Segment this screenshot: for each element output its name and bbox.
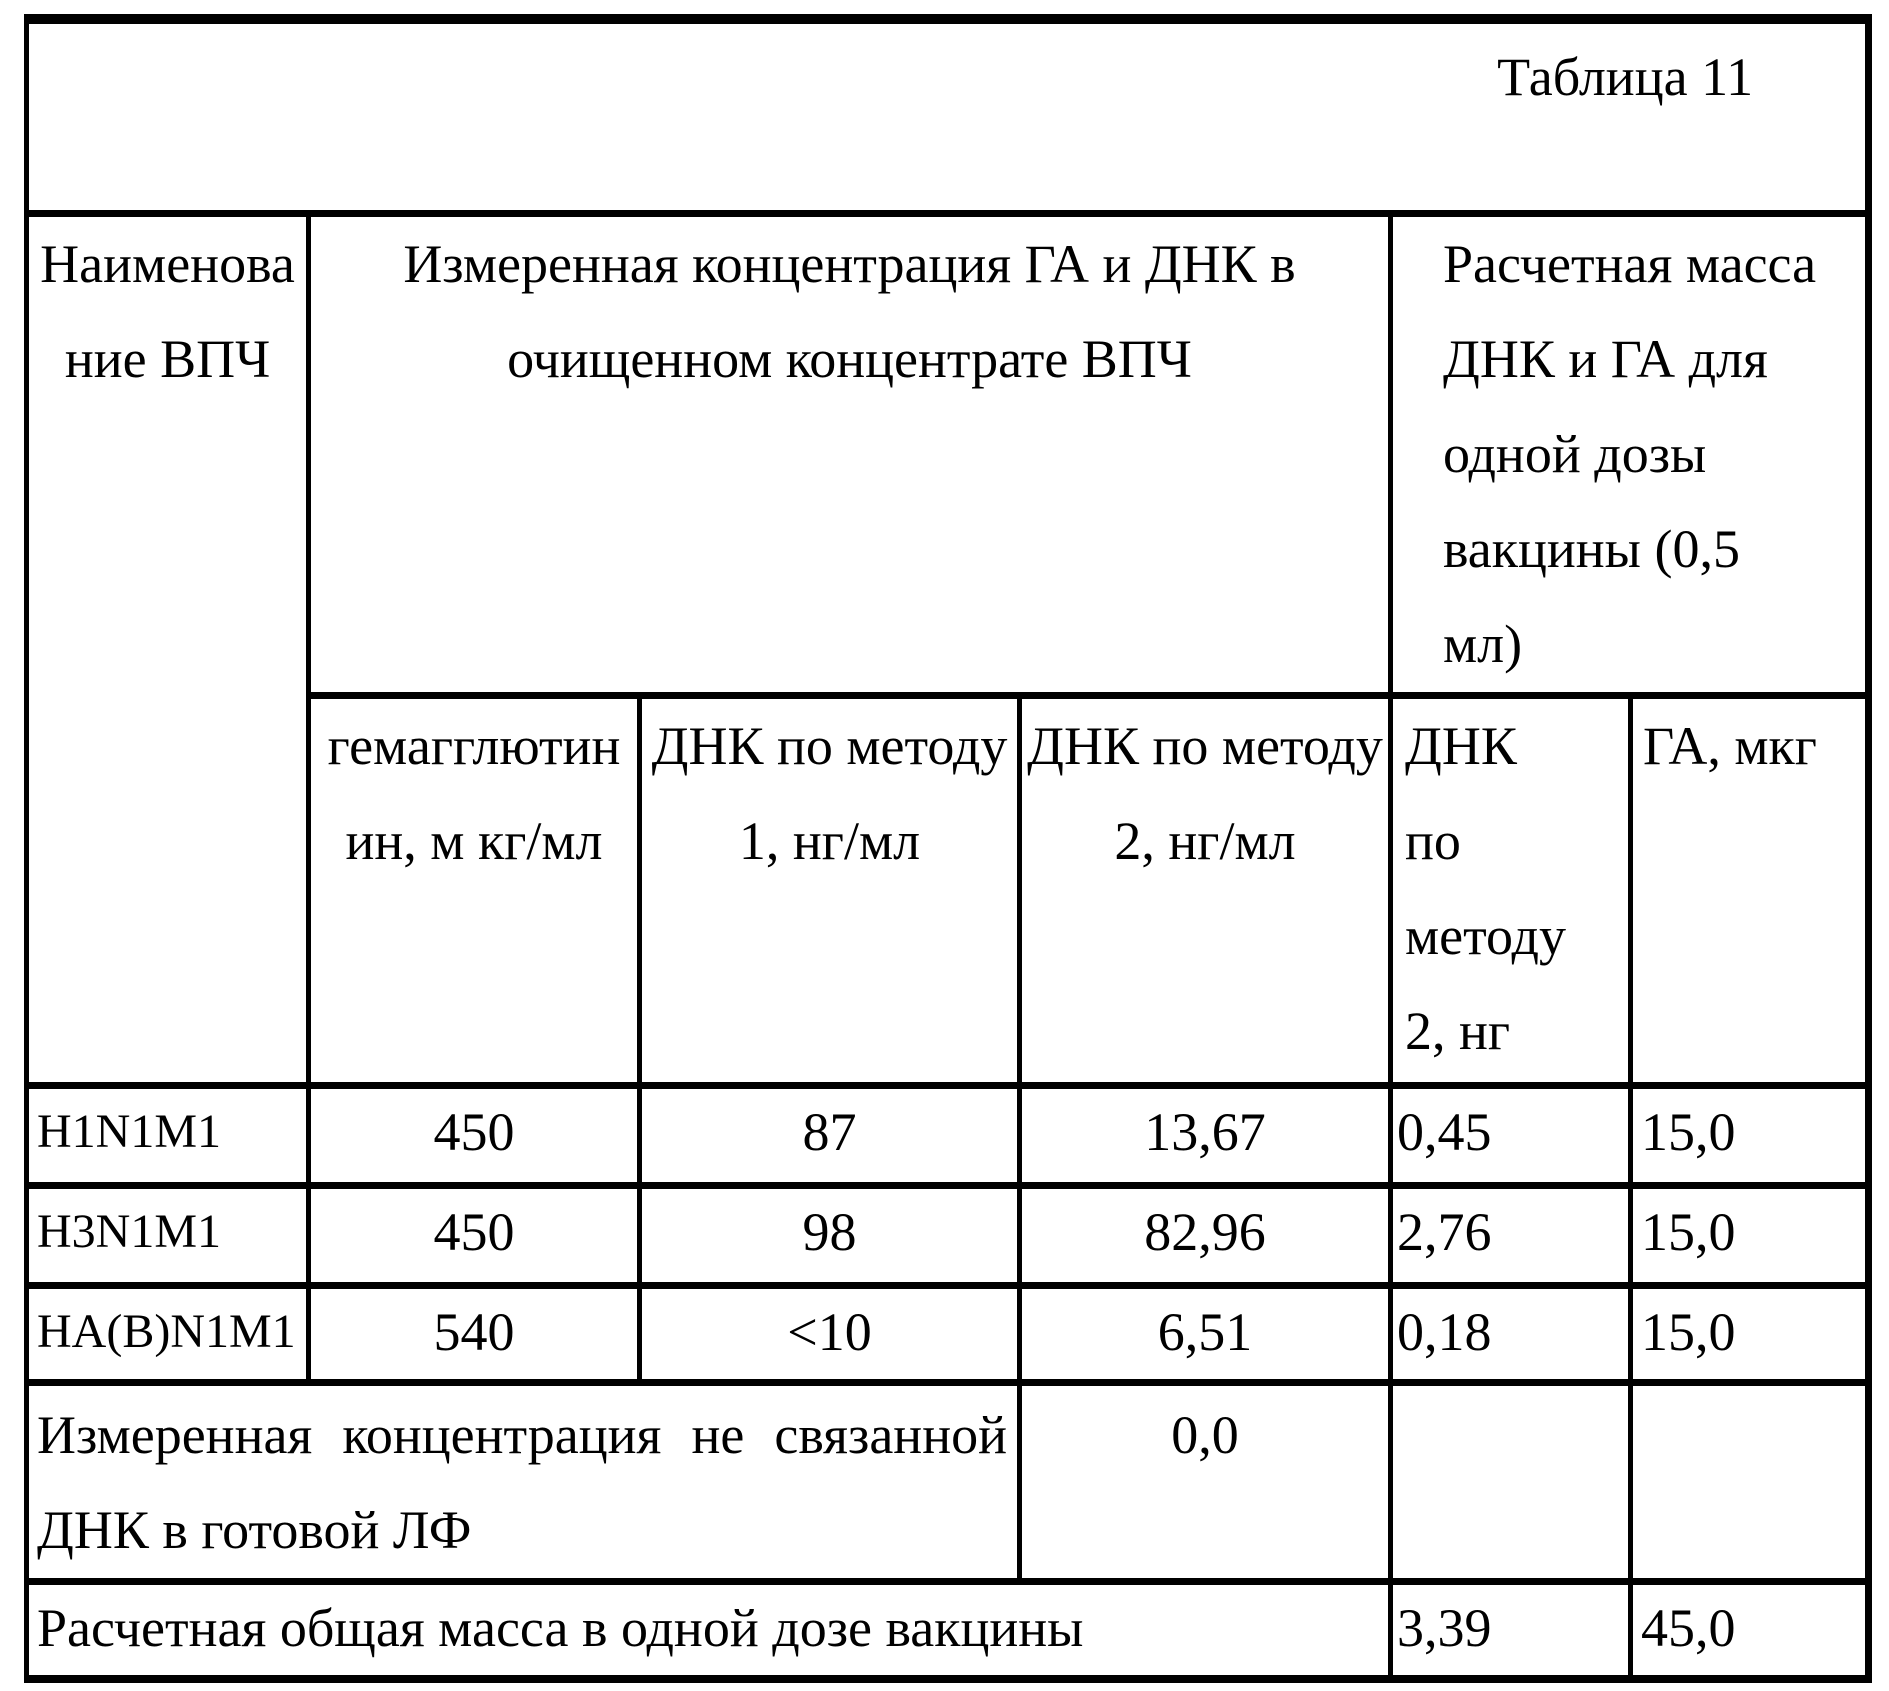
row-3-dna-dose: 0,18 (1391, 1285, 1631, 1382)
unbound-dna-value: 0,0 (1020, 1382, 1391, 1581)
header-name-vpch: Наименова ние ВПЧ (27, 213, 309, 1085)
row-2-dna-method-2: 82,96 (1020, 1185, 1391, 1285)
unbound-dna-label-line1: Измеренная концентрация не связанной (37, 1404, 1007, 1465)
header-dna-method-1: ДНК по методу 1, нг/мл (640, 695, 1020, 1085)
total-dna-dose: 3,39 (1391, 1581, 1631, 1679)
table-11 (24, 14, 1872, 1683)
header-group-measured-concentration: Измеренная концентрация ГА и ДНК в очищенном концентрате ВПЧ (309, 213, 1391, 695)
unbound-dna-empty-cell-2 (1631, 1382, 1869, 1581)
row-1-dna-method-1: 87 (640, 1085, 1020, 1185)
row-2-hemagglutinin: 450 (309, 1185, 640, 1285)
unbound-dna-label (27, 1382, 1020, 1581)
row-3-dna-method-1: <10 (640, 1285, 1020, 1382)
row-3-hemagglutinin: 540 (309, 1285, 640, 1382)
unbound-dna-label-line2: ДНК в готовой ЛФ (37, 1499, 472, 1560)
row-1-name: H1N1M1 (27, 1085, 309, 1185)
row-1-hemagglutinin: 450 (309, 1085, 640, 1185)
row-1-dna-dose: 0,45 (1391, 1085, 1631, 1185)
unbound-dna-empty-cell-1 (1391, 1382, 1631, 1581)
total-ga-dose: 45,0 (1631, 1581, 1869, 1679)
row-2-dna-dose: 2,76 (1391, 1185, 1631, 1285)
header-hemagglutinin: гемагглютин ин, м кг/мл (309, 695, 640, 1085)
table-row (27, 1382, 1869, 1581)
row-2-ga-dose: 15,0 (1631, 1185, 1869, 1285)
row-2-dna-method-1: 98 (640, 1185, 1020, 1285)
total-label: Расчетная общая масса в одной дозе вакцины (27, 1581, 1391, 1679)
row-2-name: H3N1M1 (27, 1185, 309, 1285)
row-1-dna-method-2: 13,67 (1020, 1085, 1391, 1185)
table-row (27, 1285, 1869, 1382)
table-row (27, 1085, 1869, 1185)
header-dna-method-2: ДНК по методу 2, нг/мл (1020, 695, 1391, 1085)
row-3-name: HA(B)N1M1 (27, 1285, 309, 1382)
row-3-dna-method-2: 6,51 (1020, 1285, 1391, 1382)
row-1-ga-dose: 15,0 (1631, 1085, 1869, 1185)
header-ga-per-dose: ГА, мкг (1631, 695, 1869, 1085)
header-group-calculated-mass: Расчетная масса ДНК и ГА для одной дозы вакцины (0,5 мл) (1391, 213, 1869, 695)
row-3-ga-dose: 15,0 (1631, 1285, 1869, 1382)
header-dna-per-dose: ДНК по методу 2, нг (1391, 695, 1631, 1085)
table-caption: Таблица 11 (27, 19, 1869, 213)
table-row (27, 1185, 1869, 1285)
table-row (27, 1581, 1869, 1679)
